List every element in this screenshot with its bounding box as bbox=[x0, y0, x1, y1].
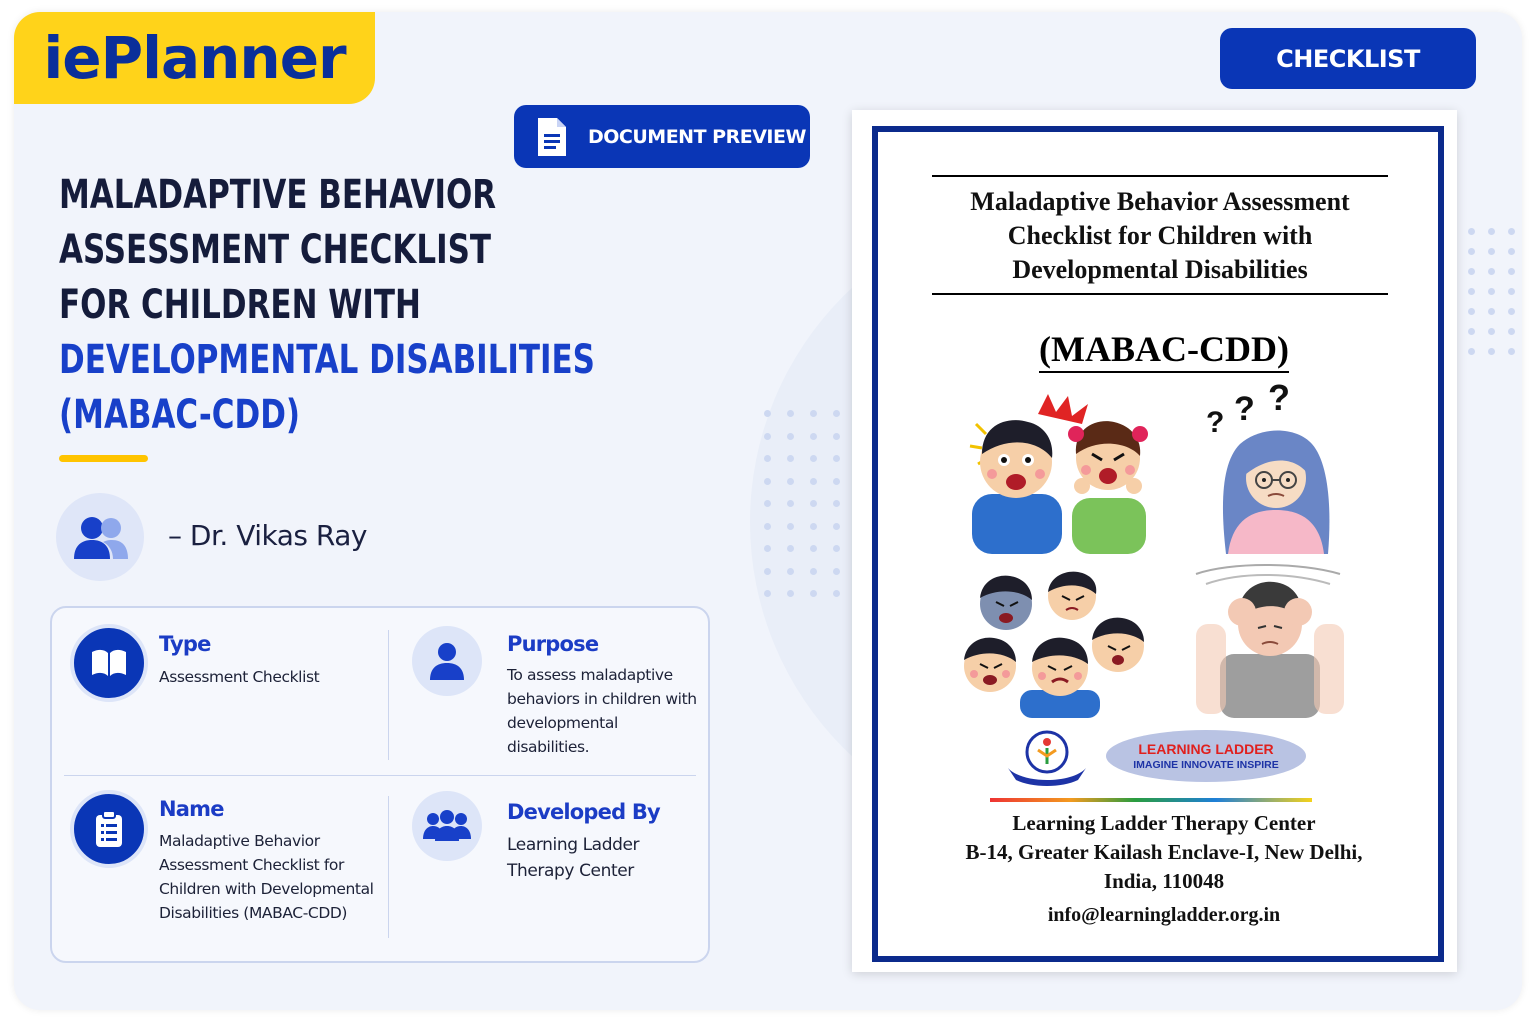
angry-children-illustration bbox=[962, 568, 1152, 718]
decorative-dot bbox=[1468, 228, 1475, 235]
decorative-dot bbox=[764, 523, 771, 530]
name-line: Children with Developmental bbox=[159, 880, 374, 898]
decorative-dot bbox=[833, 455, 840, 462]
person-icon bbox=[412, 626, 482, 696]
purpose-line: behaviors in children with bbox=[507, 690, 697, 708]
decorative-dot bbox=[833, 590, 840, 597]
decorative-dot bbox=[1508, 268, 1515, 275]
name-line: Disabilities (MABAC-CDD) bbox=[159, 904, 348, 922]
clipboard-icon bbox=[70, 790, 148, 868]
purpose-heading: Purpose bbox=[507, 632, 599, 656]
decorative-dot bbox=[1468, 268, 1475, 275]
document-title-line: Checklist for Children with bbox=[1007, 221, 1313, 250]
svg-text:?: ? bbox=[1234, 390, 1255, 428]
color-divider bbox=[990, 798, 1312, 802]
title-line-highlight: DEVELOPMENTAL DISABILITIES bbox=[59, 337, 595, 383]
decorative-dot bbox=[810, 568, 817, 575]
decorative-dot bbox=[1488, 308, 1495, 315]
document-email: info@learningladder.org.in bbox=[1047, 904, 1281, 926]
purpose-line: disabilities. bbox=[507, 738, 590, 756]
purpose-line: developmental bbox=[507, 714, 618, 732]
svg-text:?: ? bbox=[1268, 382, 1290, 418]
address-line: Learning Ladder Therapy Center bbox=[1012, 811, 1316, 835]
decorative-dot bbox=[787, 590, 794, 597]
brand-logo bbox=[14, 12, 375, 104]
document-title-line: Maladaptive Behavior Assessment bbox=[970, 187, 1350, 216]
stressed-person-illustration bbox=[1190, 562, 1350, 718]
author-name: – Dr. Vikas Ray bbox=[168, 519, 367, 552]
page-title bbox=[59, 168, 595, 443]
title-line: MALADAPTIVE BEHAVIOR bbox=[59, 172, 497, 218]
decorative-dot bbox=[1508, 288, 1515, 295]
decorative-dot bbox=[1468, 248, 1475, 255]
decorative-dot bbox=[764, 410, 771, 417]
type-heading: Type bbox=[159, 632, 211, 656]
decorative-dot bbox=[810, 545, 817, 552]
decorative-dot bbox=[1468, 308, 1475, 315]
divider bbox=[64, 775, 696, 776]
title-line-highlight: (MABAC-CDD) bbox=[59, 392, 301, 438]
decorative-dot bbox=[1508, 248, 1515, 255]
decorative-dot bbox=[787, 500, 794, 507]
decorative-dot bbox=[764, 478, 771, 485]
name-heading: Name bbox=[159, 797, 224, 821]
decorative-dot bbox=[787, 455, 794, 462]
checklist-button[interactable]: CHECKLIST bbox=[1220, 28, 1476, 89]
document-preview bbox=[852, 110, 1457, 972]
decorative-dot bbox=[810, 500, 817, 507]
document-preview-button[interactable] bbox=[514, 105, 810, 168]
decorative-dot bbox=[787, 545, 794, 552]
name-value bbox=[159, 829, 374, 925]
learning-ladder-logo-icon bbox=[1002, 728, 1092, 788]
decorative-dot bbox=[1508, 228, 1515, 235]
users-icon bbox=[56, 493, 144, 581]
decorative-dot bbox=[1488, 328, 1495, 335]
name-line: Maladaptive Behavior bbox=[159, 832, 320, 850]
decorative-dot bbox=[833, 433, 840, 440]
logo-name: LEARNING LADDER bbox=[1138, 741, 1274, 757]
logo-tagline: IMAGINE INNOVATE INSPIRE bbox=[1133, 759, 1279, 771]
document-title-line: Developmental Disabilities bbox=[1012, 255, 1308, 284]
address-line: B-14, Greater Kailash Enclave-I, New Delhi, bbox=[965, 840, 1363, 864]
document-icon bbox=[536, 116, 568, 158]
decorative-dot bbox=[1508, 328, 1515, 335]
group-icon bbox=[412, 791, 482, 861]
decorative-dot bbox=[1468, 288, 1475, 295]
document-acronym-text: (MABAC-CDD) bbox=[1039, 329, 1289, 373]
decorative-dot bbox=[764, 500, 771, 507]
decorative-dot bbox=[787, 410, 794, 417]
decorative-dot bbox=[764, 568, 771, 575]
confused-woman-illustration bbox=[1200, 382, 1350, 554]
main-card bbox=[14, 12, 1522, 1010]
name-line: Assessment Checklist for bbox=[159, 856, 344, 874]
decorative-dot bbox=[787, 568, 794, 575]
decorative-dot bbox=[833, 523, 840, 530]
type-value: Assessment Checklist bbox=[159, 668, 320, 686]
title-line: FOR CHILDREN WITH bbox=[59, 282, 421, 328]
decorative-dot bbox=[1488, 348, 1495, 355]
title-underline bbox=[59, 455, 148, 462]
book-icon bbox=[70, 624, 148, 702]
document-border bbox=[872, 126, 1444, 962]
document-preview-label: DOCUMENT PREVIEW bbox=[588, 125, 806, 148]
decorative-dot bbox=[833, 545, 840, 552]
purpose-value bbox=[507, 663, 697, 759]
divider bbox=[388, 630, 389, 760]
info-panel bbox=[50, 606, 710, 963]
decorative-dot bbox=[764, 545, 771, 552]
divider bbox=[388, 796, 389, 938]
developed-by-line: Learning Ladder bbox=[507, 835, 640, 855]
decorative-dot bbox=[1488, 268, 1495, 275]
decorative-dot bbox=[810, 433, 817, 440]
decorative-dot bbox=[764, 455, 771, 462]
decorative-dot bbox=[1488, 288, 1495, 295]
purpose-line: To assess maladaptive bbox=[507, 666, 673, 684]
title-line: ASSESSMENT CHECKLIST bbox=[59, 227, 491, 273]
decorative-dot bbox=[810, 590, 817, 597]
decorative-dot bbox=[1488, 248, 1495, 255]
svg-text:?: ? bbox=[1206, 406, 1225, 439]
document-address bbox=[878, 809, 1450, 896]
decorative-dot bbox=[1488, 228, 1495, 235]
screaming-children-illustration bbox=[968, 394, 1168, 554]
decorative-dot bbox=[1508, 308, 1515, 315]
developed-by-line: Therapy Center bbox=[507, 861, 634, 881]
developed-by-heading: Developed By bbox=[507, 800, 660, 824]
decorative-dot bbox=[833, 478, 840, 485]
decorative-dot bbox=[833, 410, 840, 417]
decorative-dot bbox=[764, 590, 771, 597]
decorative-dot bbox=[764, 433, 771, 440]
decorative-dot bbox=[1508, 348, 1515, 355]
document-acronym bbox=[878, 328, 1450, 370]
developed-by-value bbox=[507, 832, 639, 884]
decorative-dot bbox=[787, 433, 794, 440]
decorative-dot bbox=[1468, 348, 1475, 355]
decorative-dot bbox=[787, 478, 794, 485]
learning-ladder-logo bbox=[1106, 730, 1306, 782]
decorative-dot bbox=[810, 455, 817, 462]
decorative-dot bbox=[810, 523, 817, 530]
address-line: India, 110048 bbox=[1103, 869, 1225, 893]
decorative-dot bbox=[833, 568, 840, 575]
decorative-dot bbox=[1468, 328, 1475, 335]
decorative-dot bbox=[810, 410, 817, 417]
decorative-dot bbox=[810, 478, 817, 485]
decorative-dot bbox=[787, 523, 794, 530]
brand-name: iePlanner bbox=[43, 24, 346, 92]
decorative-dot bbox=[833, 500, 840, 507]
document-title bbox=[932, 175, 1388, 295]
